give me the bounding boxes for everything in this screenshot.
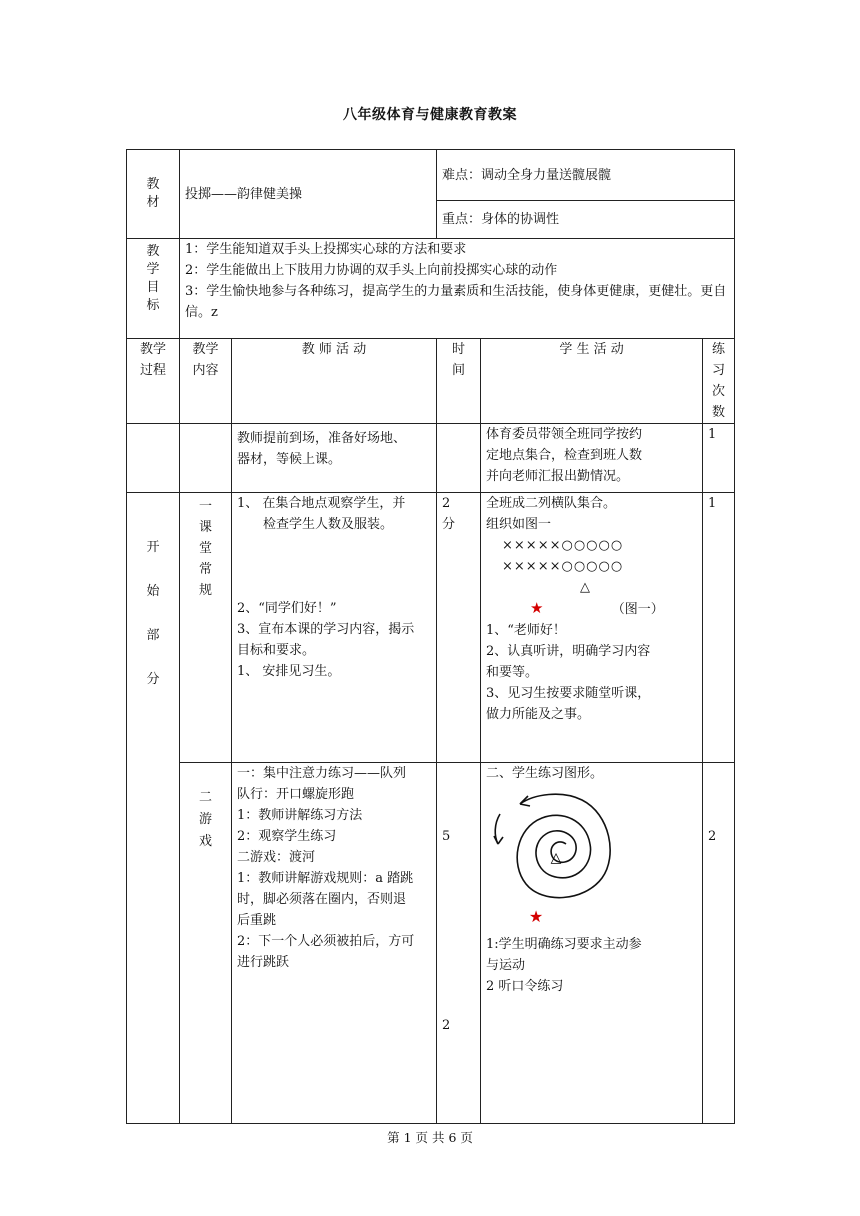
material-label: 教 材 [127, 150, 180, 239]
goal-item: 3：学生愉快地参与各种练习，提高学生的力量素质和生活技能，使身体更健康，更健壮。更自信。z [185, 284, 727, 320]
pre-teacher-activity: 教师提前到场，准备好场地、 器材，等候上课。 [232, 424, 437, 493]
routine-content-label: 一 课 堂 常 规 [180, 493, 232, 763]
material-topic: 投掷——韵律健美操 [180, 150, 437, 239]
formation-row: ×××××○○○○○ [502, 538, 624, 553]
goals-label: 教 学 目 标 [127, 239, 180, 339]
key-point: 重点：身体的协调性 [437, 201, 735, 239]
routine-student-activity: 全班成二列横队集合。 组织如图一 ×××××○○○○○ ×××××○○○○○ △ ★ （图一） 1、“老师好！ 2、认真听讲，明确学习内容 和要等。 3、见习生按要求随堂听课， 做力所能及之事。 [481, 493, 703, 763]
page-number: 1 [403, 1130, 412, 1145]
goal-item: 1：学生能知道双手头上投掷实心球的方法和要求 [185, 242, 467, 257]
header-content: 教学 内容 [180, 339, 232, 424]
pre-student-activity: 体育委员带领全班同学按约 定地点集合，检查到班人数 并向老师汇报出勤情况。 [481, 424, 703, 493]
star-icon: ★ [530, 599, 544, 617]
difficulty-point: 难点：调动全身力量送髋展髋 [437, 150, 735, 201]
page-footer: 第 1 页 共 6 页 [387, 1130, 473, 1145]
document-title: 八年级体育与健康教育教案 [343, 107, 517, 123]
routine-teacher-activity: 1、 在集合地点观察学生，并 检查学生人数及服装。 2、“同学们好！” 3、宣布本课的学习内容，揭示 目标和要求。 1、 安排见习生。 [232, 493, 437, 763]
game-student-activity: 二、学生练习图形。 △ ★ 1:学生明确练习要求主动参 与运动 2 听口令练习 [481, 763, 703, 1124]
routine-reps: 1 [703, 493, 735, 763]
pre-reps: 1 [703, 424, 735, 493]
figure-label: （图一） [611, 602, 664, 617]
goal-item: 2：学生能做出上下肢用力协调的双手头上向前投掷实心球的动作 [185, 263, 558, 278]
game-content-label: 二 游 戏 [180, 763, 232, 1124]
pre-time-cell [437, 424, 481, 493]
star-icon: ★ [528, 907, 544, 926]
pre-process-cell [127, 424, 180, 493]
routine-time: 2 分 [437, 493, 481, 763]
header-time: 时 间 [437, 339, 481, 424]
header-teacher: 教 师 活 动 [232, 339, 437, 424]
header-reps: 练习 次数 [703, 339, 735, 424]
section-start-label: 开 始 部 分 [127, 493, 180, 1124]
header-process: 教学 过程 [127, 339, 180, 424]
formation-row: ×××××○○○○○ [502, 559, 624, 574]
goals-content [180, 239, 735, 339]
lesson-plan-table [126, 149, 735, 1124]
formation-triangle: △ [580, 580, 591, 595]
game-reps: 2 [703, 763, 735, 1124]
pre-content-cell [180, 424, 232, 493]
spiral-triangle: △ [550, 850, 562, 866]
page-total: 6 [448, 1130, 457, 1145]
game-time: 5 2 [437, 763, 481, 1124]
spiral-run-diagram [486, 784, 626, 934]
header-student: 学 生 活 动 [481, 339, 703, 424]
game-teacher-activity: 一：集中注意力练习——队列 队行：开口螺旋形跑 1：教师讲解练习方法 2：观察学生练习 二游戏：渡河 1：教师讲解游戏规则：a 踏跳 时，脚必须落在圈内，否则退 后重跳 2：下一个人必须被拍后，方可 进行跳跃 [232, 763, 437, 1124]
